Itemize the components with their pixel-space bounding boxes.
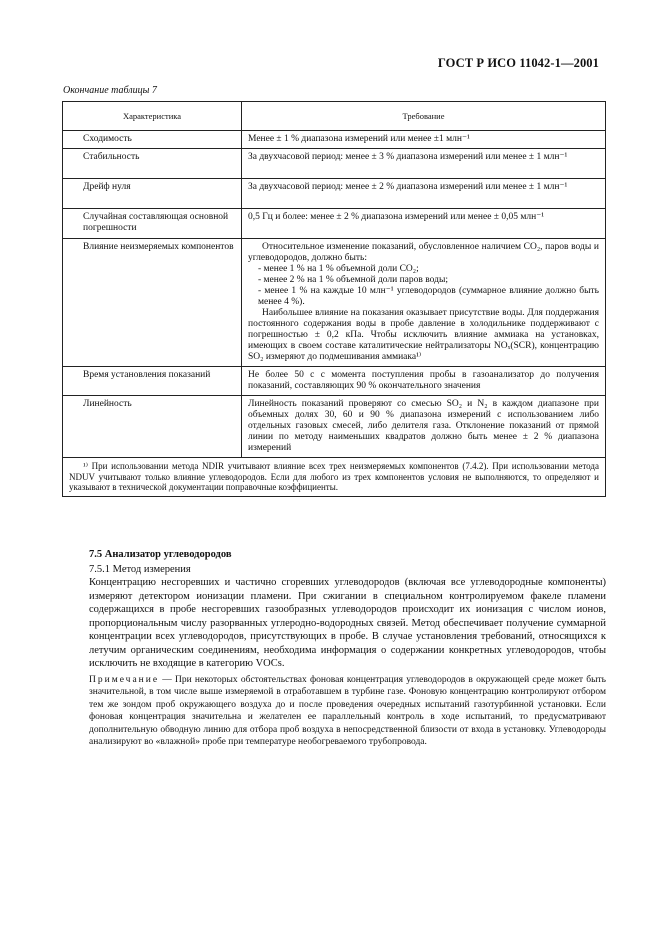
row-requirement [242, 239, 606, 367]
paragraph: Концентрацию несгоревших и частично сгоревших углеводородов (включая все углеводородные компоненты) измеряют детектором ионизации пламени. При сжигании в специальном контролируемом факеле пламени содержащихся в пробе несгоревших газообразных углеводородов происходит их ионизация с числом ионов, пропорциональным числу разорванных углеродно-водородных связей. Метод обеспечивает получение суммарной концентрации всех углеводородов, присутствующих в пробе. В случае установления требований, относящихся к летучим органическим соединениям, необходима информация о содержании конкретных углеводородов, чтобы исключить не входящие в категорию VOCs. [89, 577, 606, 669]
row-name: Сходимость [63, 131, 242, 149]
note-label: Примечание [89, 674, 160, 685]
interference-item: - менее 1 % на 1 % объемной доли CO₂; [258, 264, 419, 274]
row-name: Стабильность [63, 149, 242, 179]
table-caption: Окончание таблицы 7 [63, 85, 157, 96]
interference-note: Наибольшее влияние на показания оказывает присутствие воды. Для поддержания постоянного содержания воды в пробе давление в холодильнике поддерживают с погрешностью ± 0,2 кПа. Чтобы исключить влияние аммиака на установках, имеющих в своем составе каталитические нейтрализаторы NOₓ(SCR), концентрацию SO₂ измеряют до подмешивания аммиака¹⁾ [248, 308, 599, 362]
row-requirement: Не более 50 с с момента поступления пробы в газоанализатор до получения показаний, составляющих 90 % окончательного значения [242, 367, 606, 396]
row-requirement: Линейность показаний проверяют со смесью SO₂ и N₂ в каждом диапазоне при объемных долях 30, 60 и 90 % диапазона измерений с использованием либо отдельных газовых смесей, либо делителя газа. Отклонение показаний от прямой линии по методу наименьших квадратов должно быть менее ± 2 % диапазона измерений [242, 396, 606, 458]
interference-intro: Относительное изменение показаний, обусловленное наличием CO₂, паров воды и углеводородов, должно быть: [248, 242, 599, 263]
row-requirement: За двухчасовой период: менее ± 3 % диапазона измерений или менее ± 1 млн⁻¹ [242, 149, 606, 179]
table-header-row [63, 102, 606, 131]
footnote-text: ¹⁾ При использовании метода NDIR учитывают влияние всех трех неизмеряемых компонентов (7.4.2). При использовании метода NDUV учитывают только влияние углеводородов. Если для любого из трех компонентов условия не выполняются, то определяют и указывают в технической документации поправочные коэффициенты. [69, 461, 599, 492]
standard-header: ГОСТ Р ИСО 11042-1—2001 [437, 56, 599, 70]
subsection-title: 7.5.1 Метод измерения [89, 563, 191, 575]
table-row [63, 179, 606, 209]
row-requirement: За двухчасовой период: менее ± 2 % диапазона измерений или менее ± 1 млн⁻¹ [242, 179, 606, 209]
table-footnote-row [63, 458, 606, 497]
row-name: Случайная составляющая основной погрешности [63, 209, 242, 239]
table-row [63, 209, 606, 239]
table-row [63, 396, 606, 458]
section-body [91, 548, 606, 749]
col-header-requirement: Требование [242, 102, 606, 131]
row-name: Время установления показаний [63, 367, 242, 396]
row-requirement: Менее ± 1 % диапазона измерений или менее ±1 млн⁻¹ [242, 131, 606, 149]
requirements-table [62, 101, 606, 497]
row-requirement: 0,5 Гц и более: менее ± 2 % диапазона измерений или менее ± 0,05 млн⁻¹ [242, 209, 606, 239]
row-name: Дрейф нуля [63, 179, 242, 209]
table-row [63, 367, 606, 396]
table-row [63, 149, 606, 179]
row-name: Линейность [63, 396, 242, 458]
table-row [63, 131, 606, 149]
table-footnote [63, 458, 606, 497]
col-header-characteristic: Характеристика [63, 102, 242, 131]
row-name: Влияние неизмеряемых компонентов [63, 239, 242, 367]
section-title: 7.5 Анализатор углеводородов [89, 549, 232, 560]
table-row [63, 239, 606, 367]
interference-item: - менее 2 % на 1 % объемной доли паров воды; [258, 275, 449, 285]
note-text: — При некоторых обстоятельствах фоновая концентрация углеводородов в окружающей среде может быть значительной, в том числе выше измеряемой в отработавшем в турбине газе. Фоновую концентрацию контролируют отбором тем же зондом проб окружающего воздуха до и после проведения очередных испытаний газотурбинной установки. Если фоновая концентрация значительна и желателен ее параллельный контроль в ходе испытаний, то предусматривают дополнительную обводную линию для отбора проб воздуха в непосредственной близости от входа в установку. Углеводороды анализируют во «влажной» пробе при температуре необогреваемого трубопровода. [89, 674, 606, 747]
interference-item: - менее 1 % на каждые 10 млн⁻¹ углеводородов (суммарное влияние должно быть менее 4 %). [258, 286, 599, 307]
note [89, 674, 606, 749]
